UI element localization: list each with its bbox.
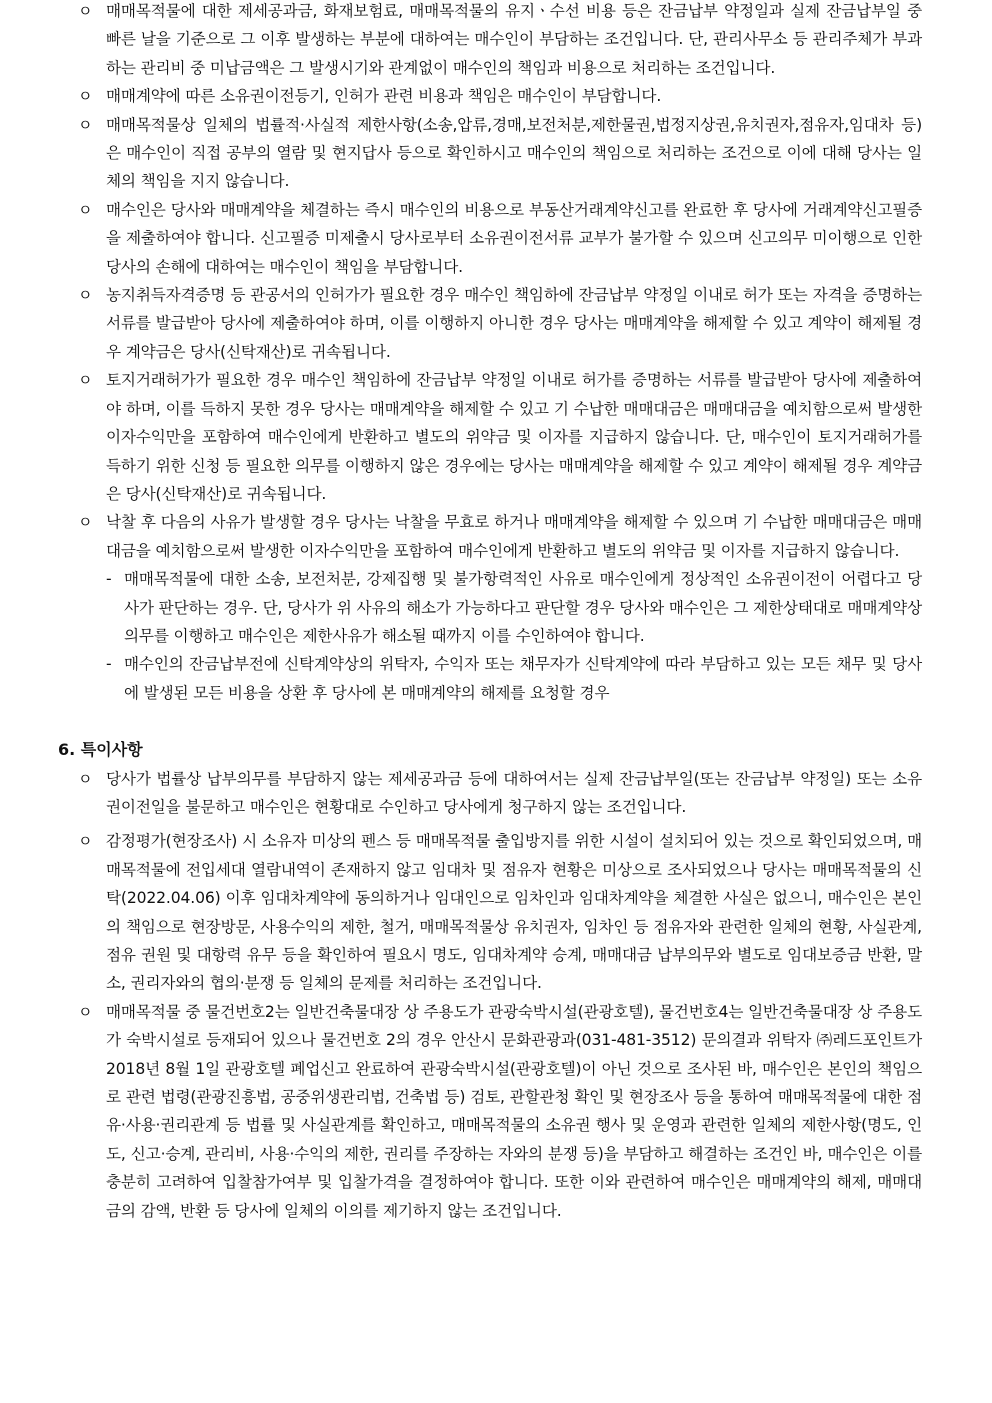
- special-notes-list: [78, 765, 922, 1226]
- bullet-marker: ㅇ: [78, 513, 93, 532]
- dash-marker: -: [106, 570, 112, 589]
- bullet-marker: ㅇ: [78, 286, 93, 305]
- clause-list: [78, 0, 922, 565]
- clause-text: 감정평가(현장조사) 시 소유자 미상의 펜스 등 매매목적물 출입방지를 위한 시설이 설치되어 있는 것으로 확인되었으며, 매매목적물에 전입세대 열람내역이 존재하지 않고 임대차 및 점유자 현황은 미상으로 조사되었으나 당사는 매매목적물의 신탁(2022.04.06) 이후 임대차계약에 동의하거나 임대인으로 임차인과 임대차계약을 체결한 사실은 없으니, 매수인은 본인의 책임으로 현장방문, 사용수익의 제한, 철거, 매매목적물상 유치권자, 임차인 등 점유자와 관련한 일체의 현황, 사실관계, 점유 권원 및 대항력 유무 등을 확인하여 필요시 명도, 임대차계약 승계, 매매대금 납부의무와 별도로 임대보증금 반환, 말소, 권리자와의 협의·분쟁 등 일체의 문제를 처리하는 조건입니다.: [106, 832, 922, 993]
- section-spacer: [78, 710, 922, 736]
- bullet-marker: ㅇ: [78, 769, 93, 788]
- sub-clause: [78, 650, 922, 707]
- clause-text: 낙찰 후 다음의 사유가 발생할 경우 당사는 낙찰을 무효로 하거나 매매계약을 해제할 수 있으며 기 수납한 매매대금은 매매대금을 예치함으로써 발생한 이자수익만을 포함하여 매수인에게 반환하고 별도의 위약금 및 이자를 지급하지 않습니다.: [106, 513, 922, 560]
- bullet-marker: ㅇ: [78, 2, 93, 20]
- clause-text: 당사가 법률상 납부의무를 부담하지 않는 제세공과금 등에 대하여서는 실제 잔금납부일(또는 잔금납부 약정일) 또는 소유권이전일을 불문하고 매수인은 현황대로 수인하고 당사에게 청구하지 않는 조건입니다.: [106, 769, 922, 816]
- dash-marker: -: [106, 655, 112, 674]
- clause-text: 매매계약에 따른 소유권이전등기, 인허가 관련 비용과 책임은 매수인이 부담합니다.: [106, 87, 662, 106]
- clause-item: [78, 827, 922, 997]
- bullet-marker: ㅇ: [78, 200, 93, 219]
- clause-item: [78, 998, 922, 1225]
- sub-clause-text: 매매목적물에 대한 소송, 보전처분, 강제집행 및 불가항력적인 사유로 매수인에게 정상적인 소유권이전이 어렵다고 당사가 판단하는 경우. 단, 당사가 위 사유의 해소가 가능하다고 판단할 경우 당사와 매수인은 그 제한상태대로 매매계약상 의무를 이행하고 매수인은 제한사유가 해소될 때까지 이를 수인하여야 합니다.: [124, 570, 922, 645]
- section-special-notes: [58, 736, 922, 1225]
- clause-item: [78, 82, 922, 110]
- clause-text: 농지취득자격증명 등 관공서의 인허가가 필요한 경우 매수인 책임하에 잔금납부 약정일 이내로 허가 또는 자격을 증명하는 서류를 발급받아 당사에 제출하여야 하며, 이를 이행하지 아니한 경우 당사는 매매계약을 해제할 수 있고 계약이 해제될 경우 계약금은 당사(신탁재산)로 귀속됩니다.: [106, 286, 922, 361]
- bullet-marker: ㅇ: [78, 87, 93, 106]
- bullet-marker: ㅇ: [78, 1002, 93, 1021]
- clause-item: [78, 508, 922, 565]
- bullet-marker: ㅇ: [78, 832, 93, 851]
- clause-item: [78, 0, 922, 82]
- section-heading: 6. 특이사항: [58, 740, 143, 760]
- clause-item: [78, 366, 922, 508]
- clause-item: [78, 281, 922, 366]
- sub-clause: [78, 565, 922, 650]
- clause-item: [78, 765, 922, 822]
- clause-text: 토지거래허가가 필요한 경우 매수인 책임하에 잔금납부 약정일 이내로 허가를 증명하는 서류를 발급받아 당사에 제출하여야 하며, 이를 득하지 못한 경우 당사는 매매계약을 해제할 수 있고 기 수납한 매매대금은 매매대금을 예치함으로써 발생한 이자수익만을 포함하여 매수인에게 반환하고 별도의 위약금 및 이자를 지급하지 않습니다. 단, 매수인이 토지거래허가를 득하기 위한 신청 등 필요한 의무를 이행하지 않은 경우에는 당사는 매매계약을 해제할 수 있고 계약이 해제될 경우 계약금은 당사(신탁재산)로 귀속됩니다.: [106, 371, 922, 503]
- sub-clause-text: 매수인의 잔금납부전에 신탁계약상의 위탁자, 수익자 또는 채무자가 신탁계약에 따라 부담하고 있는 모든 채무 및 당사에 발생된 모든 비용을 상환 후 당사에 본 매매계약의 해제를 요청할 경우: [124, 655, 922, 702]
- clause-item: [78, 196, 922, 281]
- clause-text: 매수인은 당사와 매매계약을 체결하는 즉시 매수인의 비용으로 부동산거래계약신고를 완료한 후 당사에 거래계약신고필증을 제출하여야 합니다. 신고필증 미제출시 당사로부터 소유권이전서류 교부가 불가할 수 있으며 신고의무 미이행으로 인한 당사의 손해에 대하여는 매수인이 책임을 부담합니다.: [106, 200, 922, 276]
- clause-text: 매매목적물상 일체의 법률적·사실적 제한사항(소송,압류,경매,보전처분,제한물권,법정지상권,유치권자,점유자,임대차 등)은 매수인이 직접 공부의 열람 및 현지답사 등으로 확인하시고 매수인의 책임으로 처리하는 조건으로 이에 대해 당사는 일체의 책임을 지지 않습니다.: [106, 115, 922, 191]
- section-previous-clauses: [78, 0, 922, 707]
- bullet-marker: ㅇ: [78, 371, 93, 390]
- clause-item: [78, 111, 922, 196]
- clause-text: 매매목적물에 대한 제세공과금, 화재보험료, 매매목적물의 유지ㆍ수선 비용 등은 잔금납부 약정일과 실제 잔금납부일 중 빠른 날을 기준으로 그 이후 발생하는 부분에 대하여는 매수인이 부담하는 조건입니다. 단, 관리사무소 등 관리주체가 부과하는 관리비 중 미납금액은 그 발생시기와 관계없이 매수인의 책임과 비용으로 처리하는 조건입니다.: [106, 2, 922, 77]
- clause-text: 매매목적물 중 물건번호2는 일반건축물대장 상 주용도가 관광숙박시설(관광호텔), 물건번호4는 일반건축물대장 상 주용도가 숙박시설로 등재되어 있으나 물건번호 2의 경우 안산시 문화관광과(031-481-3512) 문의결과 위탁자 ㈜레드포인트가 2018년 8월 1일 관광호텔 폐업신고 완료하여 관광숙박시설(관광호텔)이 아닌 것으로 조사된 바, 매수인은 본인의 책임으로 관련 법령(관광진흥법, 공중위생관리법, 건축법 등) 검토, 관할관청 확인 및 현장조사 등을 통하여 매매목적물에 대한 점유·사용·권리관계 등 법률 및 사실관계를 확인하고, 매매목적물의 소유권 행사 및 운영과 관련한 일체의 제한사항(명도, 인도, 신고·승계, 관리비, 사용·수익의 제한, 권리를 주장하는 자와의 분쟁 등)을 부담하고 해결하는 조건인 바, 매수인은 이를 충분히 고려하여 입찰참가여부 및 입찰가격을 결정하여야 합니다. 또한 이와 관련하여 매수인은 매매계약의 해제, 매매대금의 감액, 반환 등 당사에 일체의 이의를 제기하지 않는 조건입니다.: [106, 1002, 922, 1220]
- bullet-marker: ㅇ: [78, 115, 93, 134]
